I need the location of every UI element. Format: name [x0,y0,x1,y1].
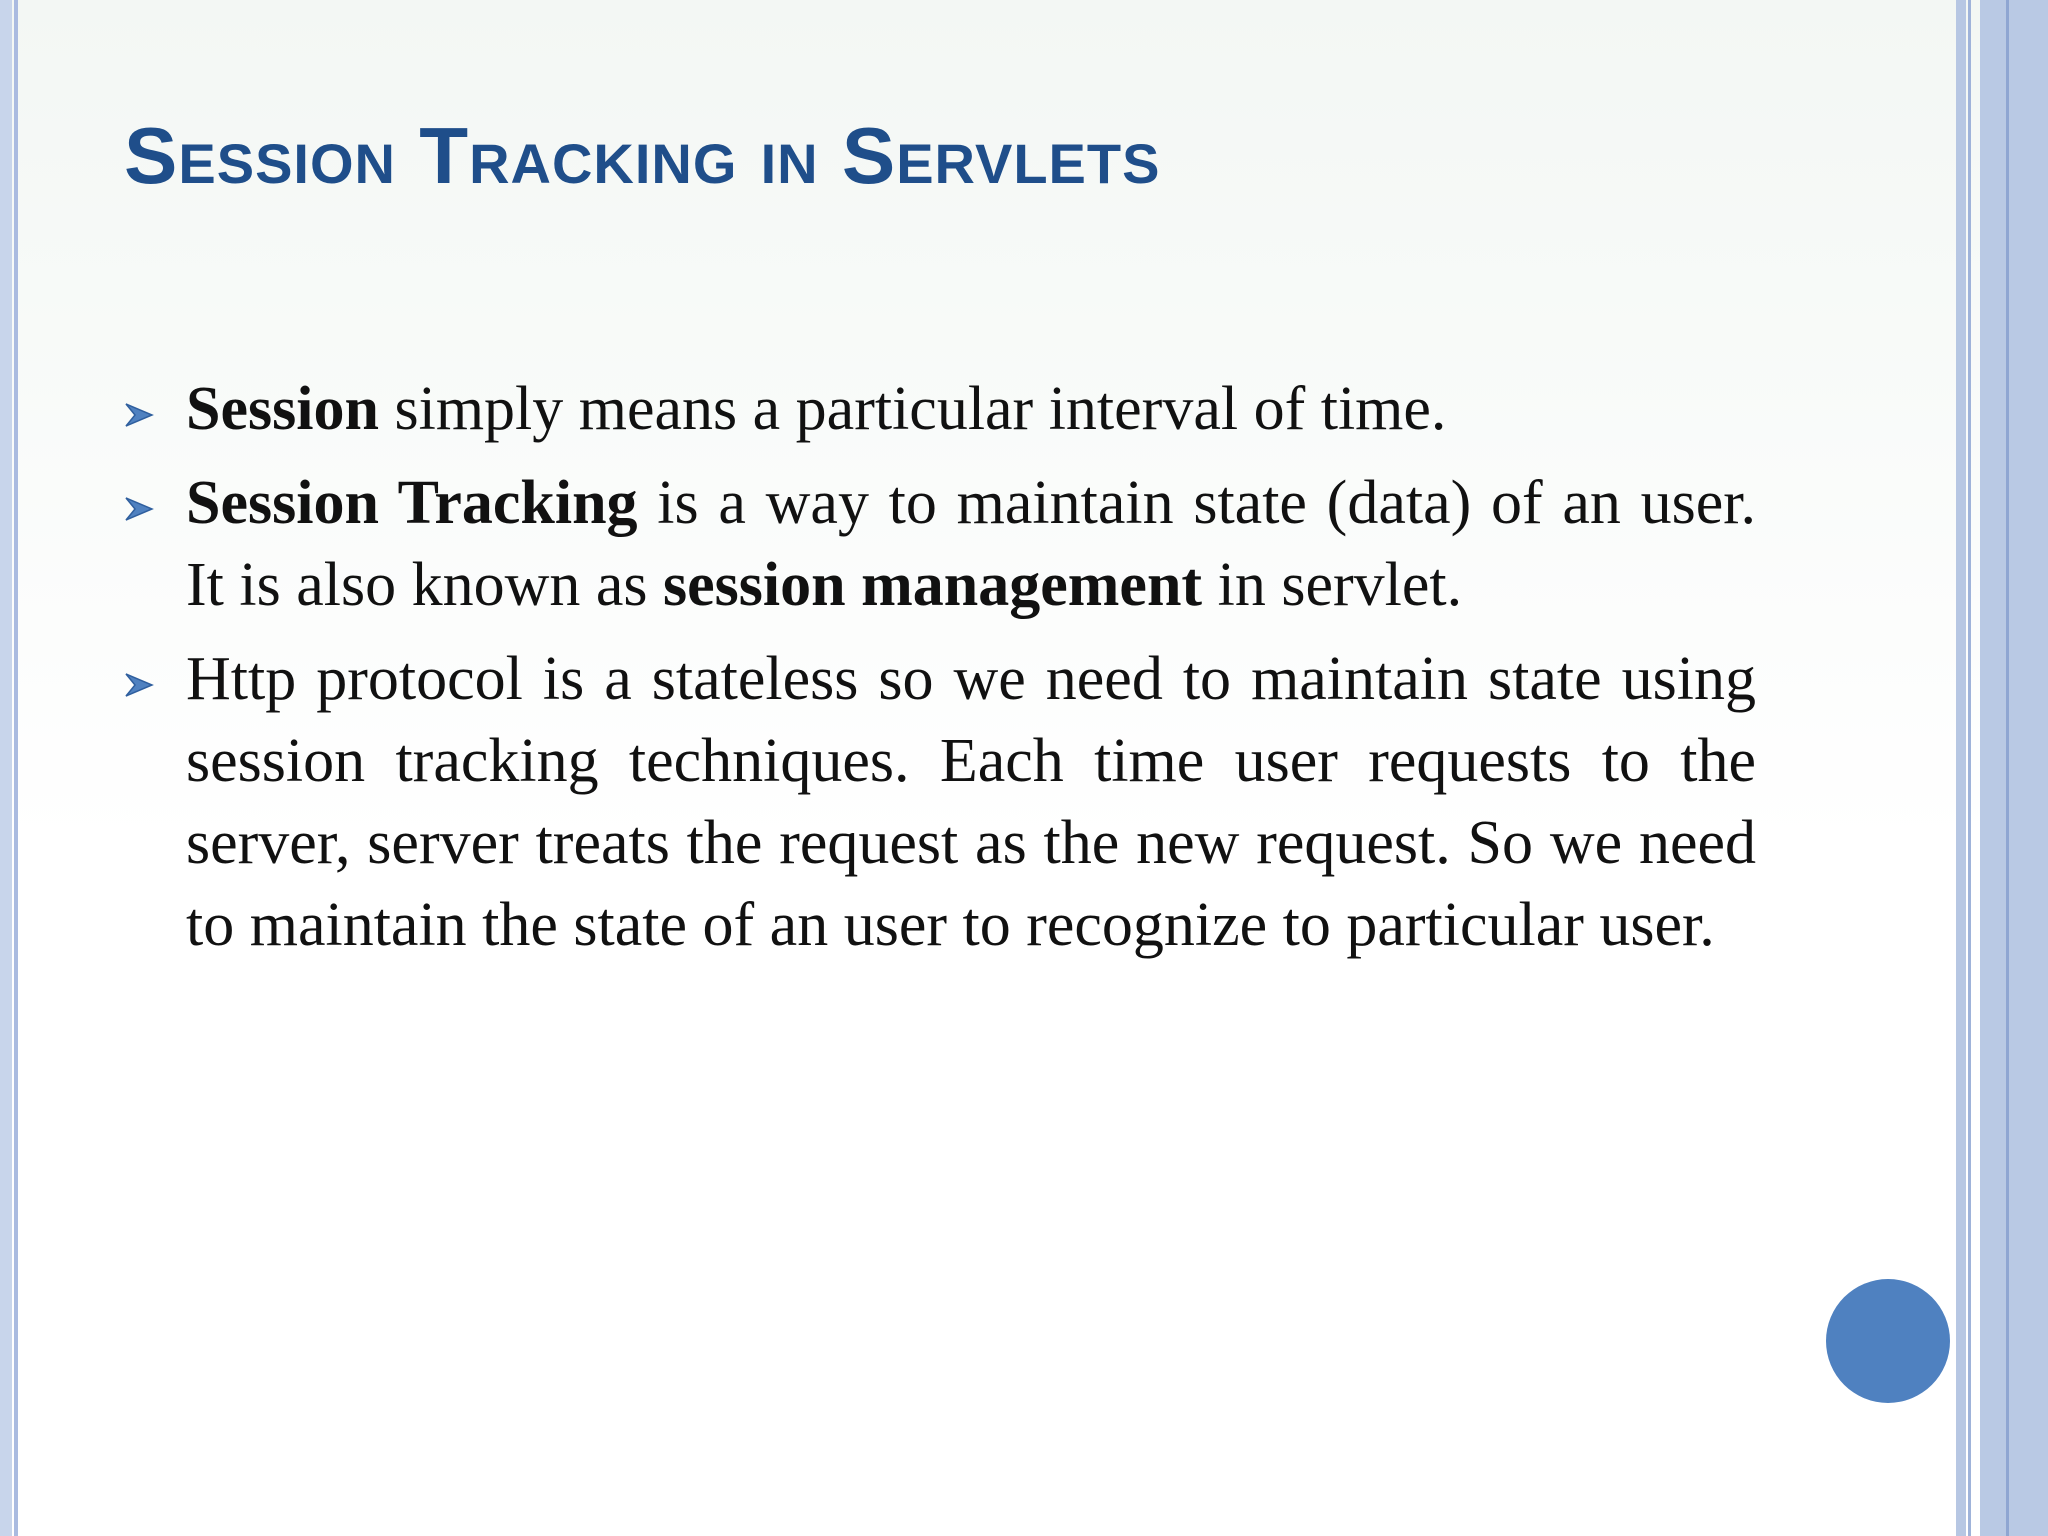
left-border-line [14,0,18,1536]
right-border-stripe-outer [1980,0,2048,1536]
bullet-text-regular: Http protocol is a stateless so we need to maintain state using session tracking techniques. Each time user requests to the server, server treats the request as the new request. So we need to maintain the state of an user to recognize to particular user. [186,645,1756,959]
bullet-text [186,638,1756,966]
bullet-text-regular: simply means a particular interval of time. [378,375,1447,443]
bullet-list [124,368,1756,978]
arrow-bullet-icon [124,496,154,522]
slide-title: Session Tracking in Servlets [124,111,1161,200]
bullet-item [124,638,1756,966]
bullet-text-bold: session management [663,551,1203,619]
bullet-item [124,462,1756,626]
arrow-bullet-icon [124,672,154,698]
right-border-line-1 [1968,0,1971,1536]
bullet-text [186,462,1756,626]
right-border-line-2 [2006,0,2009,1536]
left-border-stripe [0,0,12,1536]
bullet-text-regular: is a way to maintain state (data) of an user. It is also known as [186,469,1756,619]
bullet-text-bold: Session Tracking [186,469,638,537]
bullet-item [124,368,1756,450]
bullet-text [186,368,1756,450]
accent-circle [1826,1279,1950,1403]
arrow-bullet-icon [124,402,154,428]
bullet-text-regular: in servlet. [1202,551,1463,619]
bullet-text-bold: Session [186,375,379,443]
right-border-stripe-inner [1956,0,1966,1536]
